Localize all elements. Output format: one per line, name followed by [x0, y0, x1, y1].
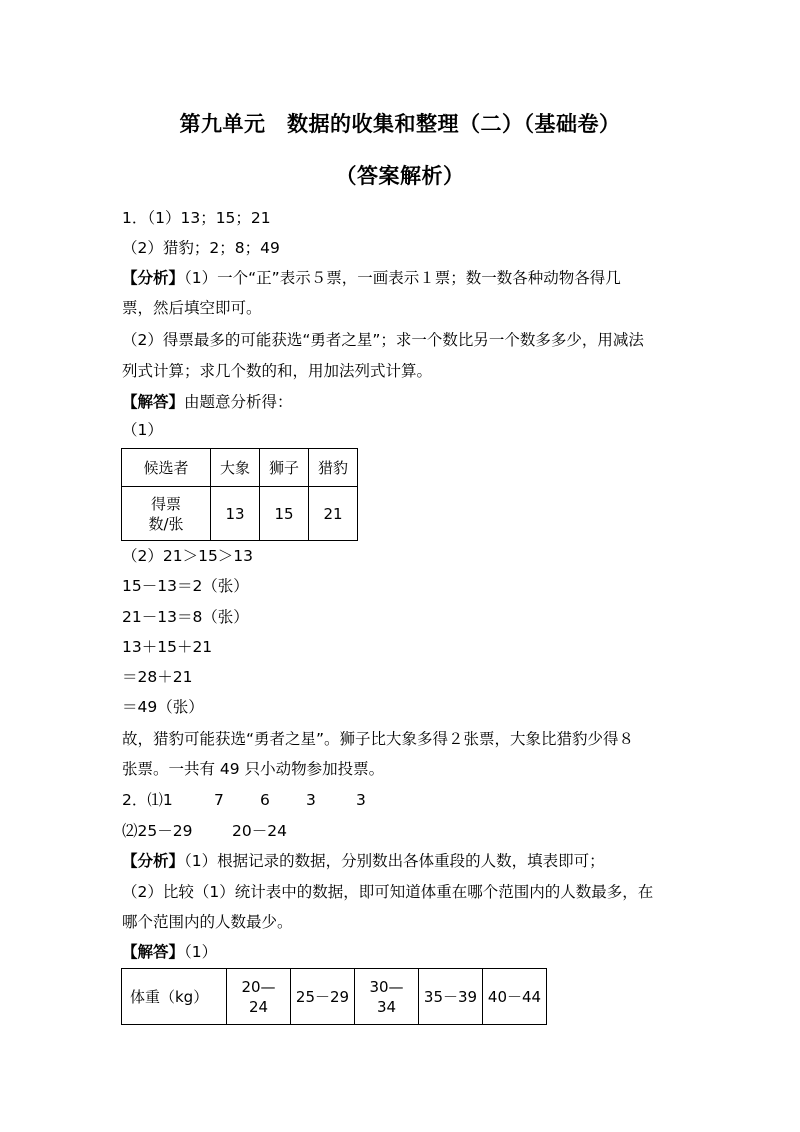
analysis-text: （1）一个“正”表示５票，一画表示１票；数一数各种动物各得几: [184, 269, 621, 287]
q1-analysis-line-4: 列式计算；求几个数的和，用加法列式计算。: [122, 362, 433, 380]
table-row-label: 体重（kg）: [122, 969, 227, 1025]
q2-answer-value: 3: [356, 791, 366, 809]
table-row-label: [122, 487, 211, 541]
table-cell: 35－39: [419, 969, 483, 1025]
solution-tag: 【解答】: [122, 393, 185, 411]
q2-answer-1: [122, 790, 366, 810]
table-header-row: [122, 449, 358, 487]
q2-answer-value: 7: [214, 791, 224, 809]
range-bottom: 24: [248, 997, 269, 1016]
table-cell: 21: [309, 487, 358, 541]
document-title: 第九单元 数据的收集和整理（二）（基础卷）: [179, 112, 621, 136]
calc-line: 21－13＝8（张）: [122, 608, 249, 626]
q1-analysis-line-3: （2）得票最多的可能获选“勇者之星”；求一个数比另一个数多多少，用减法: [122, 331, 644, 349]
q1-vote-table: [121, 448, 358, 541]
range-top: 20—: [241, 977, 276, 996]
solution-text: （1）: [184, 943, 218, 961]
q2-weight-table: [121, 968, 547, 1025]
q1-part-1-label: （1）: [122, 421, 163, 439]
q1-analysis-line-2: 票，然后填空即可。: [122, 299, 262, 317]
q1-solution-line: [122, 392, 293, 412]
calc-line: 15－13＝2（张）: [122, 577, 249, 595]
calc-line: （2）21＞15＞13: [122, 547, 254, 565]
row-label-line: 数/张: [148, 514, 184, 533]
table-cell: [227, 969, 291, 1025]
table-header-cell: 大象: [211, 449, 260, 487]
solution-tag: 【解答】: [122, 943, 185, 961]
range-top: 30—: [369, 977, 404, 996]
calc-line: ＝49（张）: [122, 698, 204, 716]
solution-text: 由题意分析得：: [184, 393, 293, 411]
q2-answer-value: 3: [306, 791, 316, 809]
row-label-line: 得票: [150, 494, 181, 513]
table-cell: 40－44: [483, 969, 547, 1025]
q1-answer-2: （2）猎豹；2；8；49: [122, 239, 280, 257]
q1-answer-1: 1．（1）13；15；21: [122, 209, 271, 227]
analysis-tag: 【分析】: [122, 852, 185, 870]
analysis-text: （1）根据记录的数据，分别数出各体重段的人数，填表即可；: [184, 852, 605, 870]
table-header-cell: 猎豹: [309, 449, 358, 487]
table-cell: 25－29: [291, 969, 355, 1025]
q2-answer-range: 20－24: [232, 822, 287, 840]
q2-answer-2: [122, 821, 287, 841]
document-subtitle: （答案解析）: [335, 164, 465, 188]
conclusion-line-2: 张票。一共有 49 只小动物参加投票。: [122, 760, 385, 778]
q2-solution-line: [122, 942, 217, 962]
q2-answer-prefix: 2．⑴1: [122, 791, 173, 809]
table-cell: [355, 969, 419, 1025]
table-cell: 13: [211, 487, 260, 541]
calc-line: 13＋15＋21: [122, 638, 213, 656]
analysis-tag: 【分析】: [122, 269, 185, 287]
q2-answer-range: ⑵25－29: [122, 822, 193, 840]
table-row: [122, 487, 358, 541]
table-header-cell: 候选者: [122, 449, 211, 487]
q2-analysis-line-3: 哪个范围内的人数最少。: [122, 913, 293, 931]
calc-line: ＝28＋21: [122, 668, 193, 686]
q2-analysis-line-1: [122, 851, 605, 871]
q2-answer-value: 6: [260, 791, 270, 809]
table-cell: 15: [260, 487, 309, 541]
conclusion-line-1: 故，猎豹可能获选“勇者之星”。狮子比大象多得２张票，大象比猎豹少得８: [122, 730, 635, 748]
table-header-cell: 狮子: [260, 449, 309, 487]
range-bottom: 34: [376, 997, 397, 1016]
q1-analysis-line-1: [122, 268, 621, 288]
q2-analysis-line-2: （2）比较（1）统计表中的数据，即可知道体重在哪个范围内的人数最多，在: [122, 883, 654, 901]
table-row: [122, 969, 547, 1025]
